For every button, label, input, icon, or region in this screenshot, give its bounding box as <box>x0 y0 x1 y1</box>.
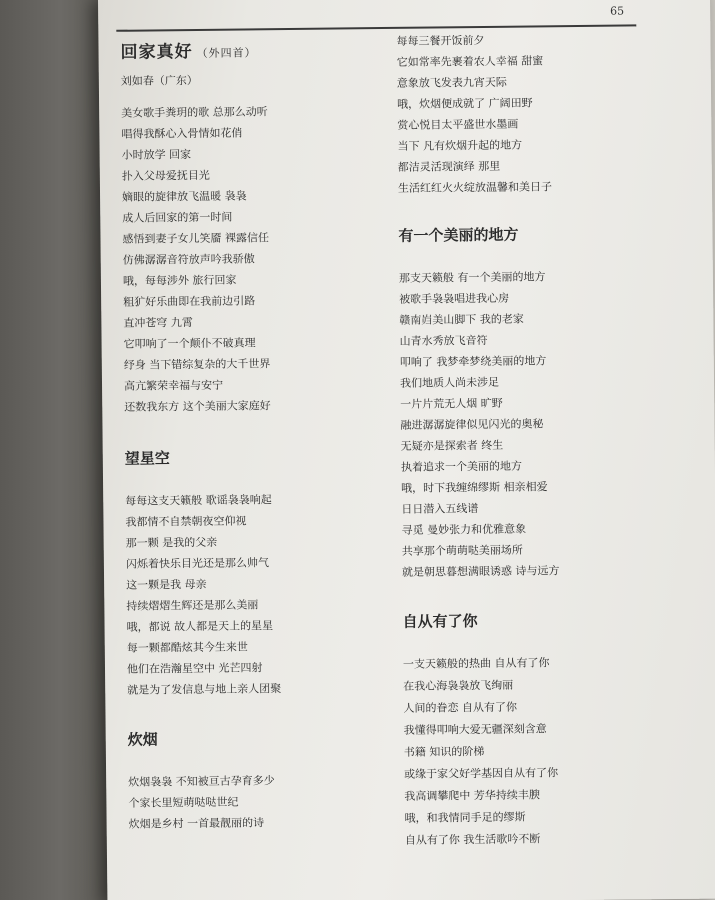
poem-chuiyan-continued <box>396 28 658 199</box>
poem-line: 融进潺潺旋律似见闪光的奥秘 <box>400 417 544 432</box>
poem-line: 炊烟袅袅 不知被亘古孕育多少 <box>128 774 275 789</box>
poem-line: 那支天籁般 有一个美丽的地方 <box>398 270 546 285</box>
poem-huijia <box>120 35 384 418</box>
poem-line: 赣南岿美山脚下 我的老家 <box>399 312 524 327</box>
poem-title-text: 回家真好 <box>120 42 193 63</box>
book-page <box>98 0 715 900</box>
poem-line: 书籍 知识的阶梯 <box>403 744 485 759</box>
poem-line: 我们地质人尚未涉足 <box>399 375 500 390</box>
poem-lines <box>125 488 387 701</box>
poem-line: 就是为了发信息与地上亲人团聚 <box>127 682 282 697</box>
poem-line: 哦，每每涉外 旅行回家 <box>122 273 237 288</box>
poem-line: 我都情不自禁朝夜空仰视 <box>125 514 247 529</box>
poem-line: 高亢繁荣幸福与安宁 <box>123 378 224 393</box>
page-number: 65 <box>610 4 625 18</box>
poem-line: 我懂得叩响大爱无疆深刻含意 <box>403 722 547 737</box>
poem-lines <box>121 100 384 418</box>
poem-line: 这一颗是我 母亲 <box>126 577 207 592</box>
poem-line: 每一颗都酷炫其今生来世 <box>126 640 248 655</box>
poem-line: 一片片荒无人烟 旷野 <box>400 396 503 411</box>
poem-line: 粗犷好乐曲即在我前边引路 <box>123 294 256 309</box>
poem-line: 闪烁着快乐目光还是那么帅气 <box>125 556 269 571</box>
poem-lines <box>396 28 658 199</box>
poem-title <box>120 35 380 63</box>
poem-title: 望星空 <box>124 449 170 468</box>
poem-line: 感悟到妻子女儿笑靥 裸露信任 <box>122 231 270 246</box>
poem-line: 每每这支天籁般 歌谣袅袅响起 <box>125 493 272 508</box>
poem-line: 它如常率先裹着农人幸福 甜蜜 <box>396 54 544 69</box>
poem-line: 哦，和我情同手足的缪斯 <box>404 810 526 825</box>
right-column <box>396 4 665 852</box>
poem-line: 他们在浩瀚星空中 光芒四射 <box>126 661 263 676</box>
poem-line: 仿佛潺潺音符放声吟我骄傲 <box>122 252 255 267</box>
poem-line: 生活红红火火绽放温馨和美日子 <box>397 180 553 195</box>
poem-line: 每每三餐开饭前夕 <box>396 33 485 48</box>
poem-line: 赏心悦目太平盛世水墨画 <box>397 117 519 132</box>
poem-lines <box>403 651 665 852</box>
poem-line: 山青水秀放飞音符 <box>399 333 488 348</box>
poem-line: 它叩响了一个颠仆不破真理 <box>123 336 256 351</box>
poem-subtitle: （外四首） <box>196 46 257 60</box>
poem-wangxingkong <box>125 445 388 701</box>
poem-line: 哦，都说 故人都是天上的星星 <box>126 619 274 634</box>
poem-line: 无疑亦是探索者 终生 <box>400 438 504 453</box>
poem-line: 或缘于家父好学基因自从有了你 <box>404 766 559 781</box>
poem-line: 寻觅 曼妙张力和优雅意象 <box>401 522 527 537</box>
poem-line: 共享那个萌萌哒美丽场所 <box>401 543 523 558</box>
poem-line: 扑入父母爱抚目光 <box>121 168 210 183</box>
poem-line: 纾身 当下错综复杂的大千世界 <box>123 357 271 372</box>
poem-line: 炊烟是乡村 一首最靓丽的诗 <box>128 816 265 831</box>
poem-line: 就是朝思暮想满眼诱惑 诗与远方 <box>401 564 560 579</box>
poem-line: 个家长里短萌哒哒世纪 <box>128 795 239 810</box>
poem-lines <box>128 769 389 835</box>
poem-line: 执着追求一个美丽的地方 <box>400 459 522 474</box>
poem-line: 一支天籁般的热曲 自从有了你 <box>402 656 550 671</box>
poem-line: 都洁灵活现演绎 那里 <box>397 159 501 174</box>
poem-title: 有一个美丽的地方 <box>398 225 519 245</box>
poem-line: 在我心海袅袅放飞绚丽 <box>403 678 514 693</box>
poem-line: 还数我东方 这个美丽大家庭好 <box>124 399 271 414</box>
poem-lines <box>399 265 662 583</box>
poem-author: 刘如春（广东） <box>120 73 198 88</box>
poem-line: 自从有了你 我生活歌吟不断 <box>404 832 541 847</box>
poem-line: 成人后回家的第一时间 <box>122 210 233 225</box>
poem-chuiyan <box>128 726 389 835</box>
poem-line: 唱得我酥心入骨情如花俏 <box>121 126 243 141</box>
poem-line: 当下 凡有炊烟升起的地方 <box>397 138 523 153</box>
poem-line: 哦，炊烟便成就了 广阔田野 <box>397 96 533 111</box>
poem-line: 被歌手袅袅唱进我心房 <box>399 291 510 306</box>
poem-line: 叩响了 我梦牵梦绕美丽的地方 <box>399 354 547 369</box>
poem-line: 嫡眼的旋律放飞温暖 袅袅 <box>121 189 247 204</box>
poem-title: 自从有了你 <box>402 612 478 631</box>
poem-line: 持续熠熠生辉还是那么美丽 <box>126 598 259 613</box>
poem-meili-difang <box>398 222 662 583</box>
poem-line: 意象放飞发表九宵天际 <box>396 75 507 90</box>
poem-zicong <box>402 608 665 852</box>
poem-title: 炊烟 <box>127 730 158 749</box>
poem-line: 人间的眷恋 自从有了你 <box>403 700 517 715</box>
poem-line: 直冲苍穹 九霄 <box>123 316 193 330</box>
poem-line: 那一颗 是我的父亲 <box>125 535 218 550</box>
poem-line: 哦，时下我缠绵缪斯 相亲相爱 <box>401 480 548 495</box>
poem-line: 我高调攀爬中 芳华持续丰腴 <box>404 788 540 803</box>
poem-line: 日日潜入五线谱 <box>401 502 479 516</box>
poem-line: 美女歌手粪玥的歌 总那么动听 <box>121 105 268 120</box>
poem-line: 小时放学 回家 <box>121 148 192 162</box>
left-column <box>120 35 388 835</box>
